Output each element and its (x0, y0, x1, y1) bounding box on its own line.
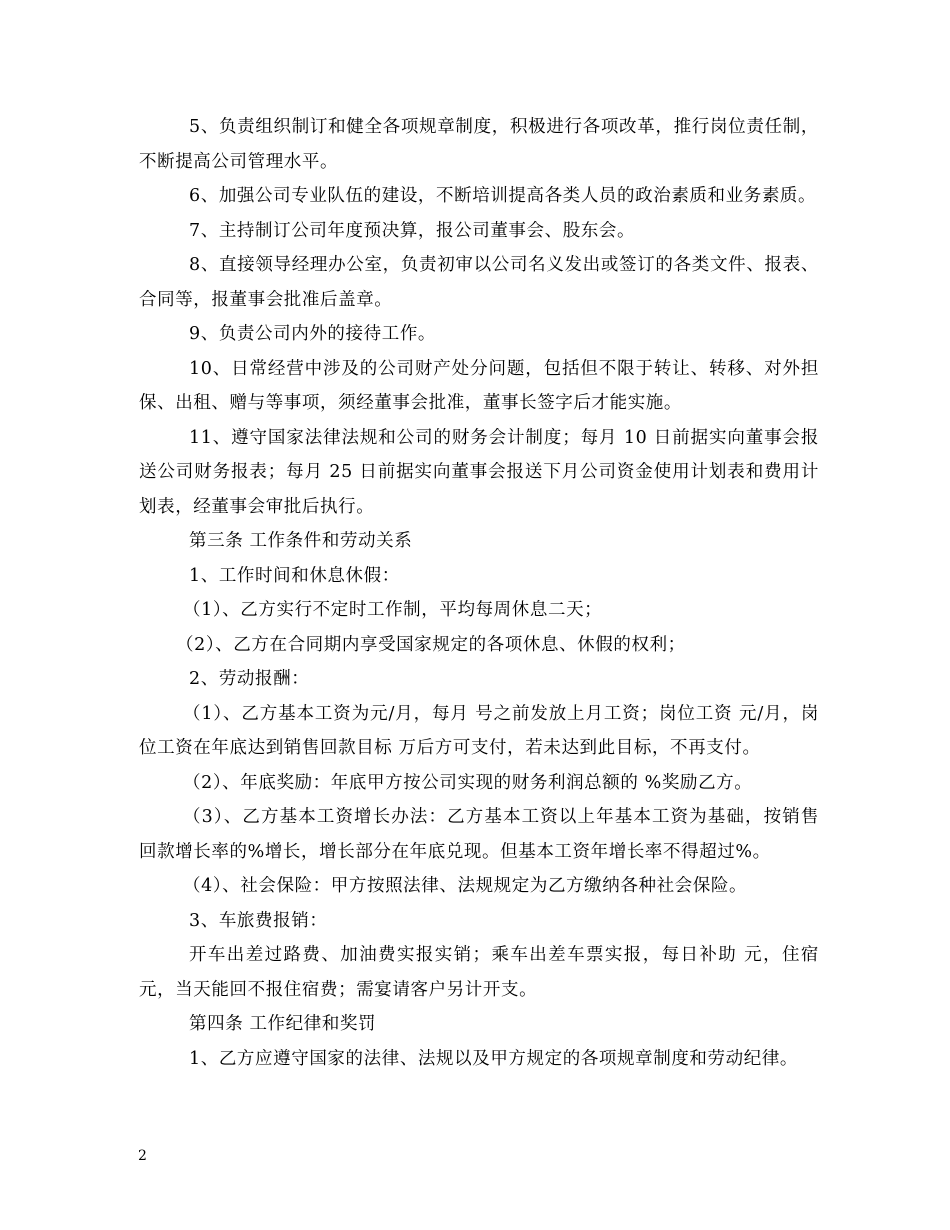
paragraph-sub-item-2: （2）、乙方在合同期内享受国家规定的各项休息、休假的权利； (176, 634, 686, 655)
paragraph-salary-item-2: （2）、年底奖励：年底甲方按公司实现的财务利润总额的 %奖励乙方。 (183, 772, 753, 793)
paragraph-remuneration: 2、劳动报酬： (189, 669, 310, 689)
paragraph-item-5: 5、负责组织制订和健全各项规章制度，积极进行各项改革，推行岗位责任制，不断提高公司管理水平。 (139, 117, 819, 172)
paragraph-travel-expenses: 3、车旅费报销： (189, 910, 328, 931)
paragraph-travel-details: 开车出差过路费、加油费实报实销；乘车出差车票实报，每日补助 元，住宿元，当天能回不报住宿费；需宴请客户另计开支。 (139, 945, 819, 1000)
paragraph-item-10: 10、日常经营中涉及的公司财产处分问题，包括但不限于转让、转移、对外担保、出租、赠与等事项，须经董事会批准，董事长签字后才能实施。 (139, 358, 819, 413)
page-number: 2 (138, 1148, 147, 1164)
section-heading-article-4: 第四条 工作纪律和奖罚 (189, 1014, 377, 1034)
paragraph-item-9: 9、负责公司内外的接待工作。 (189, 324, 437, 344)
paragraph-salary-item-1: （1）、乙方基本工资为元/月，每月 号之前发放上月工资；岗位工资 元/月，岗位工资在年底达到销售回款目标 万后方可支付，若未达到此目标，不再支付。 (139, 703, 819, 758)
paragraph-salary-item-3: （3）、乙方基本工资增长办法：乙方基本工资以上年基本工资为基础，按销售回款增长率的%增长，增长部分在年底兑现。但基本工资年增长率不得超过%。 (139, 807, 819, 862)
paragraph-item-11: 11、遵守国家法律法规和公司的财务会计制度；每月 10 日前据实向董事会报送公司财务报表；每月 25 日前据实向董事会报送下月公司资金使用计划表和费用计划表，经董事会审批后执行。 (139, 427, 819, 517)
paragraph-item-7: 7、主持制订公司年度预决算，报公司董事会、股东会。 (189, 220, 636, 241)
paragraph-salary-item-4: （4）、社会保险：甲方按照法律、法规规定为乙方缴纳各种社会保险。 (183, 876, 748, 896)
paragraph-item-8: 8、直接领导经理办公室，负责初审以公司名义发出或签订的各类文件、报表、合同等，报董事会批准后盖章。 (139, 255, 819, 310)
section-heading-article-3: 第三条 工作条件和劳动关系 (189, 531, 413, 551)
paragraph-sub-item-1: （1）、乙方实行不定时工作制，平均每周休息二天； (183, 600, 603, 620)
document-body (139, 110, 819, 1076)
paragraph-item-6: 6、加强公司专业队伍的建设，不断培训提高各类人员的政治素质和业务素质。 (189, 186, 817, 206)
paragraph-working-hours: 1、工作时间和休息休假： (189, 565, 400, 586)
paragraph-discipline-item-1: 1、乙方应遵守国家的法律、法规以及甲方规定的各项规章制度和劳动纪律。 (189, 1048, 799, 1069)
